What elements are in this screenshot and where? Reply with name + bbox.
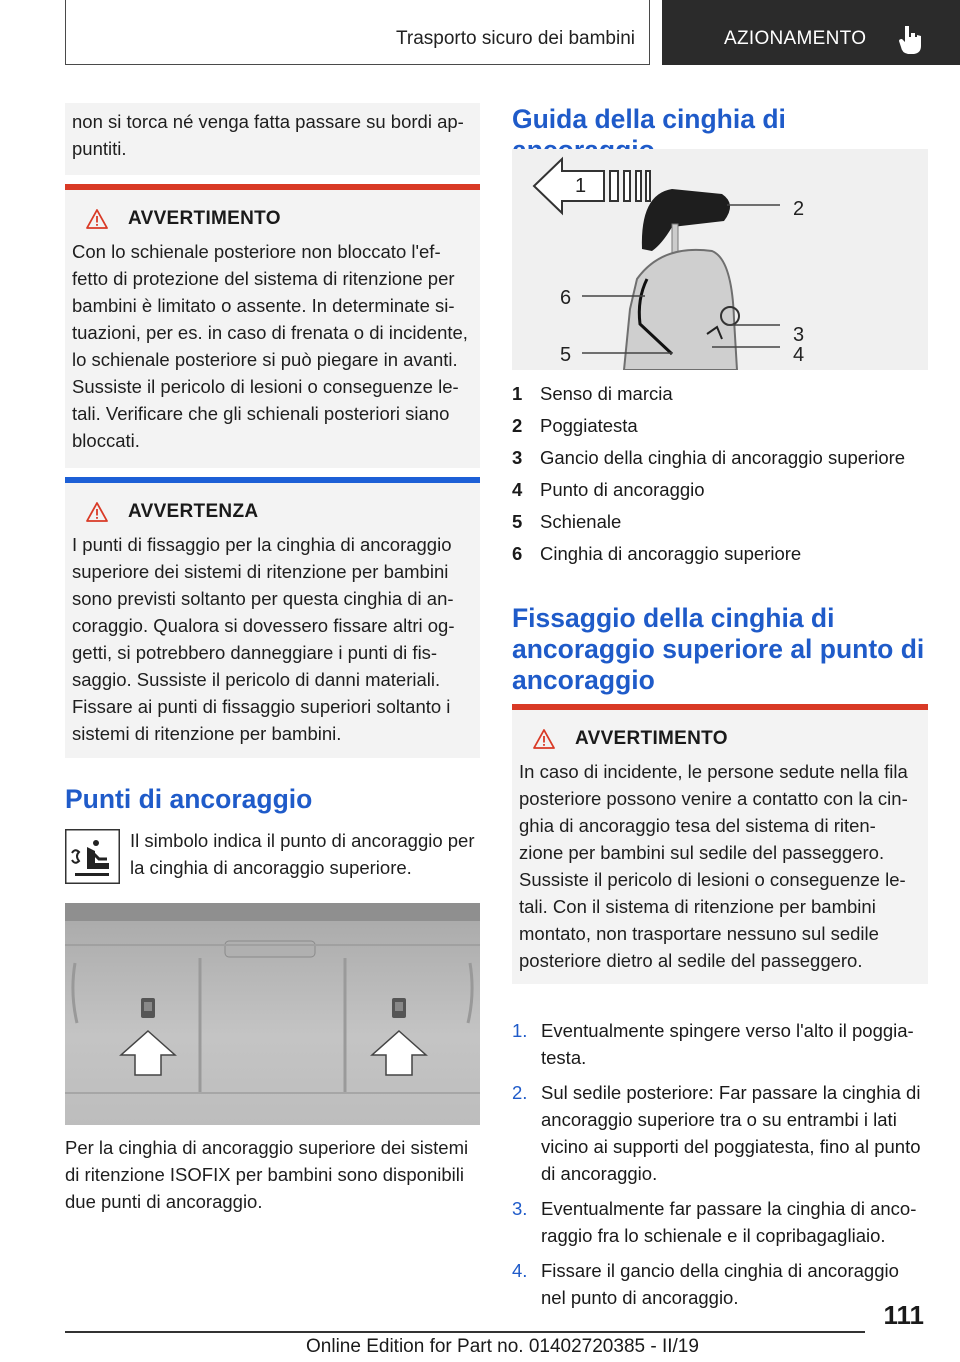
child-seat-anchor-icon [65, 829, 120, 884]
figure-label-6: 6 [560, 287, 572, 309]
fix-heading: Fissaggio della cinghia di ancoraggio superiore al punto di ancoraggio [512, 603, 925, 695]
anchor-symbol-description: Il simbolo indica il punto di ancoraggio per la cinghia di ancoraggio superiore. [130, 830, 475, 878]
figure-label-4: 4 [793, 344, 805, 366]
figure-label-1: 1 [575, 175, 587, 197]
warning-text: Con lo schienale posteriore non bloccato l'ef-fetto di protezione del sistema di ritenzione per bambini è limitato o assente. In determinate si-tuazioni, per es. in caso di frenata o di incidente, lo schienale posteriore si può piegare in avanti. Sussiste il pericolo di lesioni o conseguenze le-tali. Verificare che gli schienali posteriori siano bloccati. [72, 241, 468, 451]
warning-triangle-icon [86, 501, 108, 523]
figure-label-3: 3 [793, 324, 805, 346]
anchor-section-heading: Punti di ancoraggio [65, 784, 313, 814]
step-item: 3. Eventualmente far passare la cinghia di anco-raggio fra lo schienale e il copribagagliaio. [512, 1198, 917, 1246]
warning-box-1 [65, 184, 480, 468]
legend-item: 6 Cinghia di ancoraggio superiore [512, 543, 802, 564]
caution-box-1 [65, 477, 480, 758]
step-item: 1. Eventualmente spingere verso l'alto il poggia-testa. [512, 1020, 914, 1068]
anchor-body-text: Per la cinghia di ancoraggio superiore dei sistemi di ritenzione ISOFIX per bambini sono disponibili due punti di ancoraggio. [65, 1137, 469, 1212]
note-continuation-box [65, 103, 480, 175]
legend-item: 3 Gancio della cinghia di ancoraggio superiore [512, 447, 906, 468]
guide-heading: Guida della cinghia di [512, 104, 786, 134]
figure-legend [512, 378, 928, 570]
warning-box-2 [512, 704, 928, 984]
legend-item: 5 Schienale [512, 511, 622, 532]
instruction-steps [512, 1017, 928, 1319]
header-chapter-box [65, 0, 650, 65]
warning-triangle-icon [533, 728, 555, 750]
caution-text: I punti di fissaggio per la cinghia di ancoraggio superiore dei sistemi di ritenzione per bambini sono previsti soltanto per questa cinghia di an-coraggio. Qualora si dovessero fissare altri og-getti, si potrebbero danneggiare i punti di fis-saggio. Sussiste il pericolo di danni materiali. Fissare ai punti di fissaggio superiori soltanto i sistemi di ritenzione per bambini. [72, 534, 455, 744]
header-section-box [662, 0, 960, 65]
legend-item: 4 Punto di ancoraggio [512, 479, 705, 500]
legend-item: 1 Senso di marcia [512, 383, 673, 404]
warning-title: AVVERTIMENTO [128, 208, 281, 229]
step-item: 2. Sul sedile posteriore: Far passare la cinghia di ancoraggio superiore tra o su entrambi i lati vicino ai supporti del poggiatesta, fino al punto di ancoraggio. [512, 1082, 921, 1184]
footer-divider [65, 1331, 865, 1333]
caution-title: AVVERTENZA [128, 501, 259, 522]
figure-label-2: 2 [793, 198, 805, 220]
footer-edition: Online Edition for Part no. 01402720385 - II/19 [306, 1336, 699, 1357]
pointing-hand-icon [896, 24, 924, 56]
strap-guide-figure [512, 149, 928, 370]
section-title: AZIONAMENTO [724, 28, 867, 49]
page-number: 111 [883, 1300, 924, 1330]
legend-item: 2 Poggiatesta [512, 415, 638, 436]
warning-title: AVVERTIMENTO [575, 728, 728, 749]
note-continuation-text: non si torca né venga fatta passare su bordi ap-puntiti. [72, 111, 464, 159]
figure-label-5: 5 [560, 344, 572, 366]
luggage-compartment-figure [65, 903, 480, 1125]
warning-triangle-icon [86, 208, 108, 230]
chapter-title: Trasporto sicuro dei bambini [395, 28, 635, 49]
step-item: 4. Fissare il gancio della cinghia di ancoraggio nel punto di ancoraggio. [512, 1260, 899, 1308]
warning-text: In caso di incidente, le persone sedute nella fila posteriore possono venire a contatto con la cin-ghia di ancoraggio tesa del sistema di riten-zione per bambini sul sedile del passeggero. Sussiste il pericolo di lesioni o conseguenze le-tali. Con il sistema di ritenzione per bambini montato, non trasportare nessuno sul sedile posteriore dietro al sedile del passeggero. [519, 761, 908, 971]
